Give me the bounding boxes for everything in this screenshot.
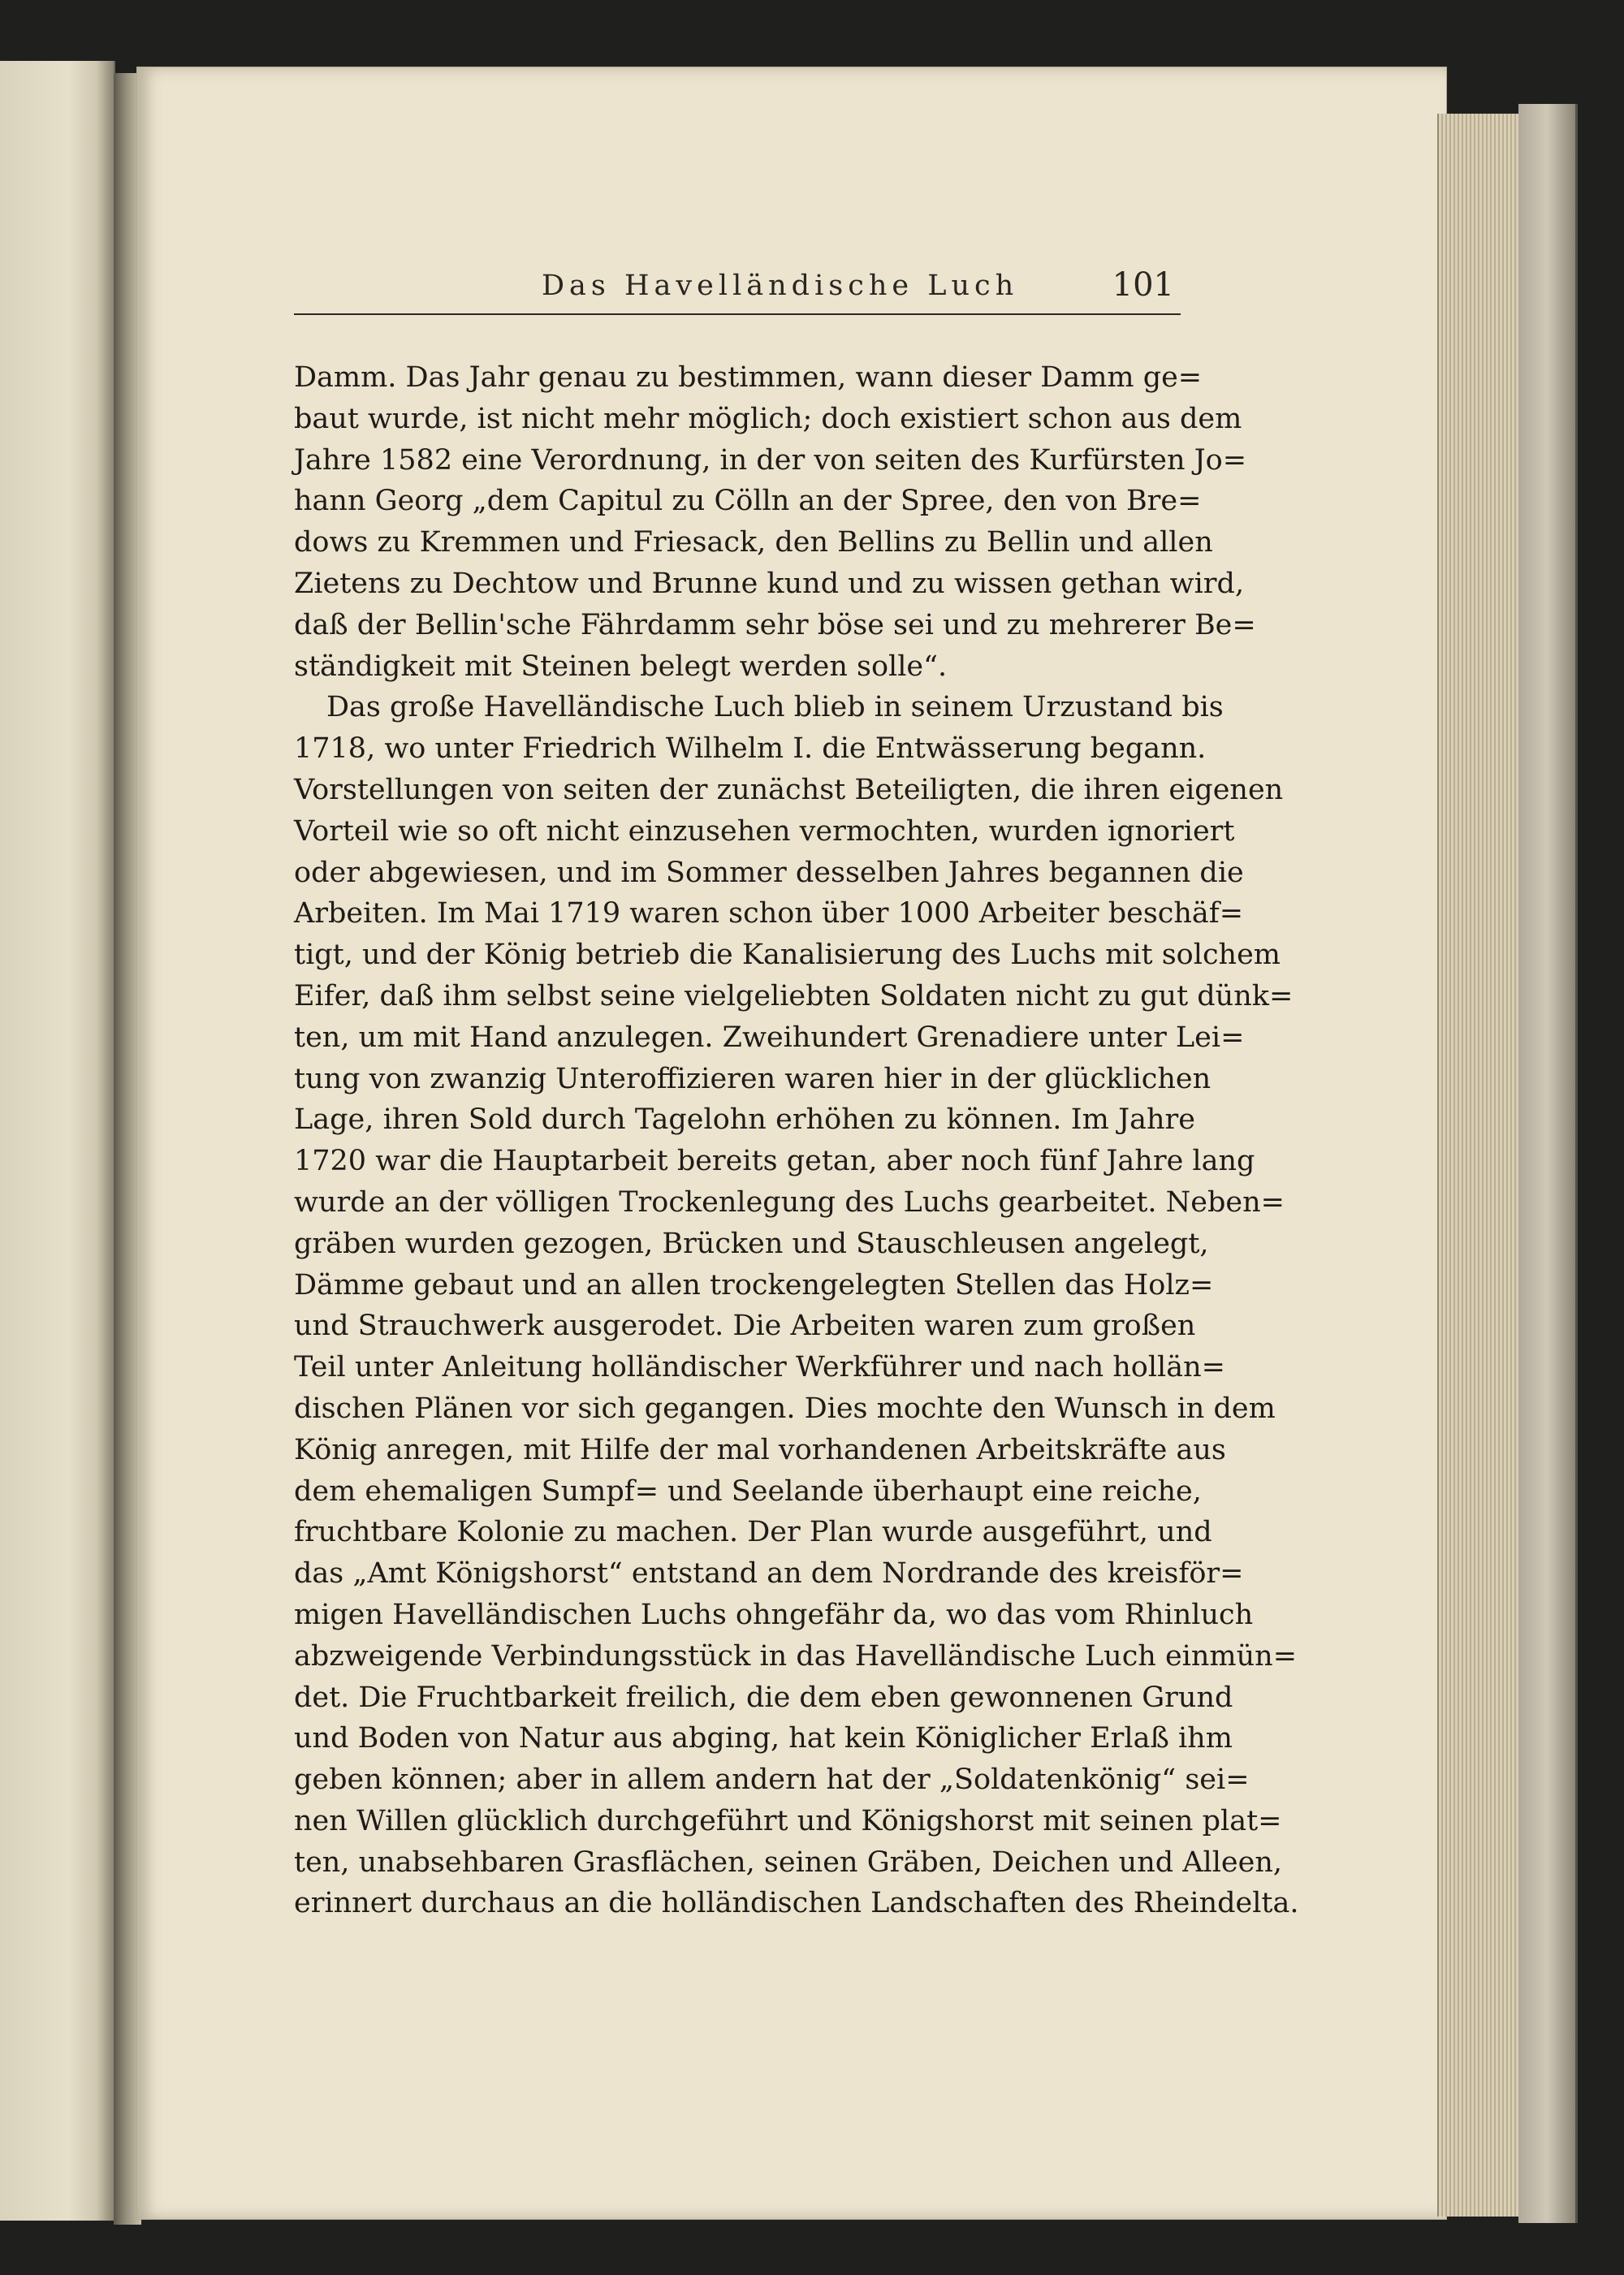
left-page-edge	[0, 61, 115, 2221]
back-cover	[1518, 104, 1578, 2223]
text-line: geben können; aber in allem andern hat der „Soldatenkönig“ sei=	[294, 1763, 1250, 1797]
text-line: Vorstellungen von seiten der zunächst Beteiligten, die ihren eigenen	[294, 773, 1284, 806]
text-line: tigt, und der König betrieb die Kanalisierung des Luchs mit solchem	[294, 939, 1281, 972]
text-line: Eifer, daß ihm selbst seine vielgeliebten Soldaten nicht zu gut dünk=	[294, 979, 1294, 1012]
text-line: fruchtbare Kolonie zu machen. Der Plan wurde ausgeführt, und	[294, 1516, 1212, 1549]
text-line: 1718, wo unter Friedrich Wilhelm I. die Entwässerung begann.	[294, 732, 1207, 766]
text-line: ten, um mit Hand anzulegen. Zweihundert Grenadiere unter Lei=	[294, 1021, 1245, 1054]
text-line: Arbeiten. Im Mai 1719 waren schon über 1000 Arbeiter beschäf=	[294, 897, 1244, 930]
text-line: und Boden von Natur aus abging, hat kein Königlicher Erlaß ihm	[294, 1722, 1233, 1755]
text-line: Teil unter Anleitung holländischer Werkführer und nach hollän=	[294, 1351, 1225, 1384]
text-line: Das große Havelländische Luch blieb in seinem Urzustand bis	[326, 691, 1224, 724]
text-line: Vorteil wie so oft nicht einzusehen vermochten, wurden ignoriert	[294, 814, 1235, 848]
text-line: wurde an der völligen Trockenlegung des Luchs gearbeitet. Neben=	[294, 1185, 1285, 1219]
text-line: dem ehemaligen Sumpf= und Seelande überhaupt eine reiche,	[294, 1474, 1202, 1508]
text-line: Damm. Das Jahr genau zu bestimmen, wann dieser Damm ge=	[294, 361, 1203, 394]
text-line: Dämme gebaut und an allen trockengelegten Stellen das Holz=	[294, 1268, 1214, 1302]
text-line: det. Die Fruchtbarkeit freilich, die dem eben gewonnenen Grund	[294, 1681, 1233, 1714]
text-line: erinnert durchaus an die holländischen Landschaften des Rheindelta.	[294, 1887, 1299, 1920]
text-line: tung von zwanzig Unteroffizieren waren hier in der glücklichen	[294, 1062, 1212, 1095]
text-line: nen Willen glücklich durchgeführt und Königshorst mit seinen plat=	[294, 1804, 1282, 1837]
text-line: Lage, ihren Sold durch Tagelohn erhöhen zu können. Im Jahre	[294, 1103, 1195, 1137]
body-text	[294, 357, 1299, 1924]
text-line: migen Havelländischen Luchs ohngefähr da, wo das vom Rhinluch	[294, 1598, 1254, 1631]
text-line: ten, unabsehbaren Grasflächen, seinen Gräben, Deichen und Alleen,	[294, 1845, 1283, 1879]
text-line: abzweigende Verbindungsstück in das Havelländische Luch einmün=	[294, 1639, 1298, 1673]
text-line: 1720 war die Hauptarbeit bereits getan, aber noch fünf Jahre lang	[294, 1145, 1255, 1178]
text-line: gräben wurden gezogen, Brücken und Stauschleusen angelegt,	[294, 1227, 1209, 1260]
text-line: baut wurde, ist nicht mehr möglich; doch existiert schon aus dem	[294, 402, 1242, 435]
text-line: ständigkeit mit Steinen belegt werden solle“.	[294, 650, 948, 683]
text-line: das „Amt Königshorst“ entstand an dem Nordrande des kreisför=	[294, 1557, 1244, 1591]
text-line: oder abgewiesen, und im Sommer desselben Jahres begannen die	[294, 856, 1244, 889]
page-number: 101	[1112, 266, 1174, 304]
text-line: dischen Plänen vor sich gegangen. Dies mochte den Wunsch in dem	[294, 1392, 1276, 1425]
running-header	[294, 265, 1181, 315]
text-line: hann Georg „dem Capitul zu Cölln an der Spree, den von Bre=	[294, 485, 1202, 518]
text-line: daß der Bellin'sche Fährdamm sehr böse sei und zu mehrerer Be=	[294, 608, 1256, 641]
text-line: Zietens zu Dechtow und Brunne kund und zu wissen gethan wird,	[294, 567, 1245, 600]
text-line: und Strauchwerk ausgerodet. Die Arbeiten waren zum großen	[294, 1310, 1196, 1343]
text-line: Jahre 1582 eine Verordnung, in der von seiten des Kurfürsten Jo=	[294, 443, 1247, 477]
running-title: Das Havelländische Luch	[542, 270, 1019, 302]
page-edges	[1437, 114, 1520, 2217]
text-line: dows zu Kremmen und Friesack, den Bellins zu Bellin und allen	[294, 526, 1213, 559]
text-line: König anregen, mit Hilfe der mal vorhandenen Arbeitskräfte aus	[294, 1433, 1226, 1466]
